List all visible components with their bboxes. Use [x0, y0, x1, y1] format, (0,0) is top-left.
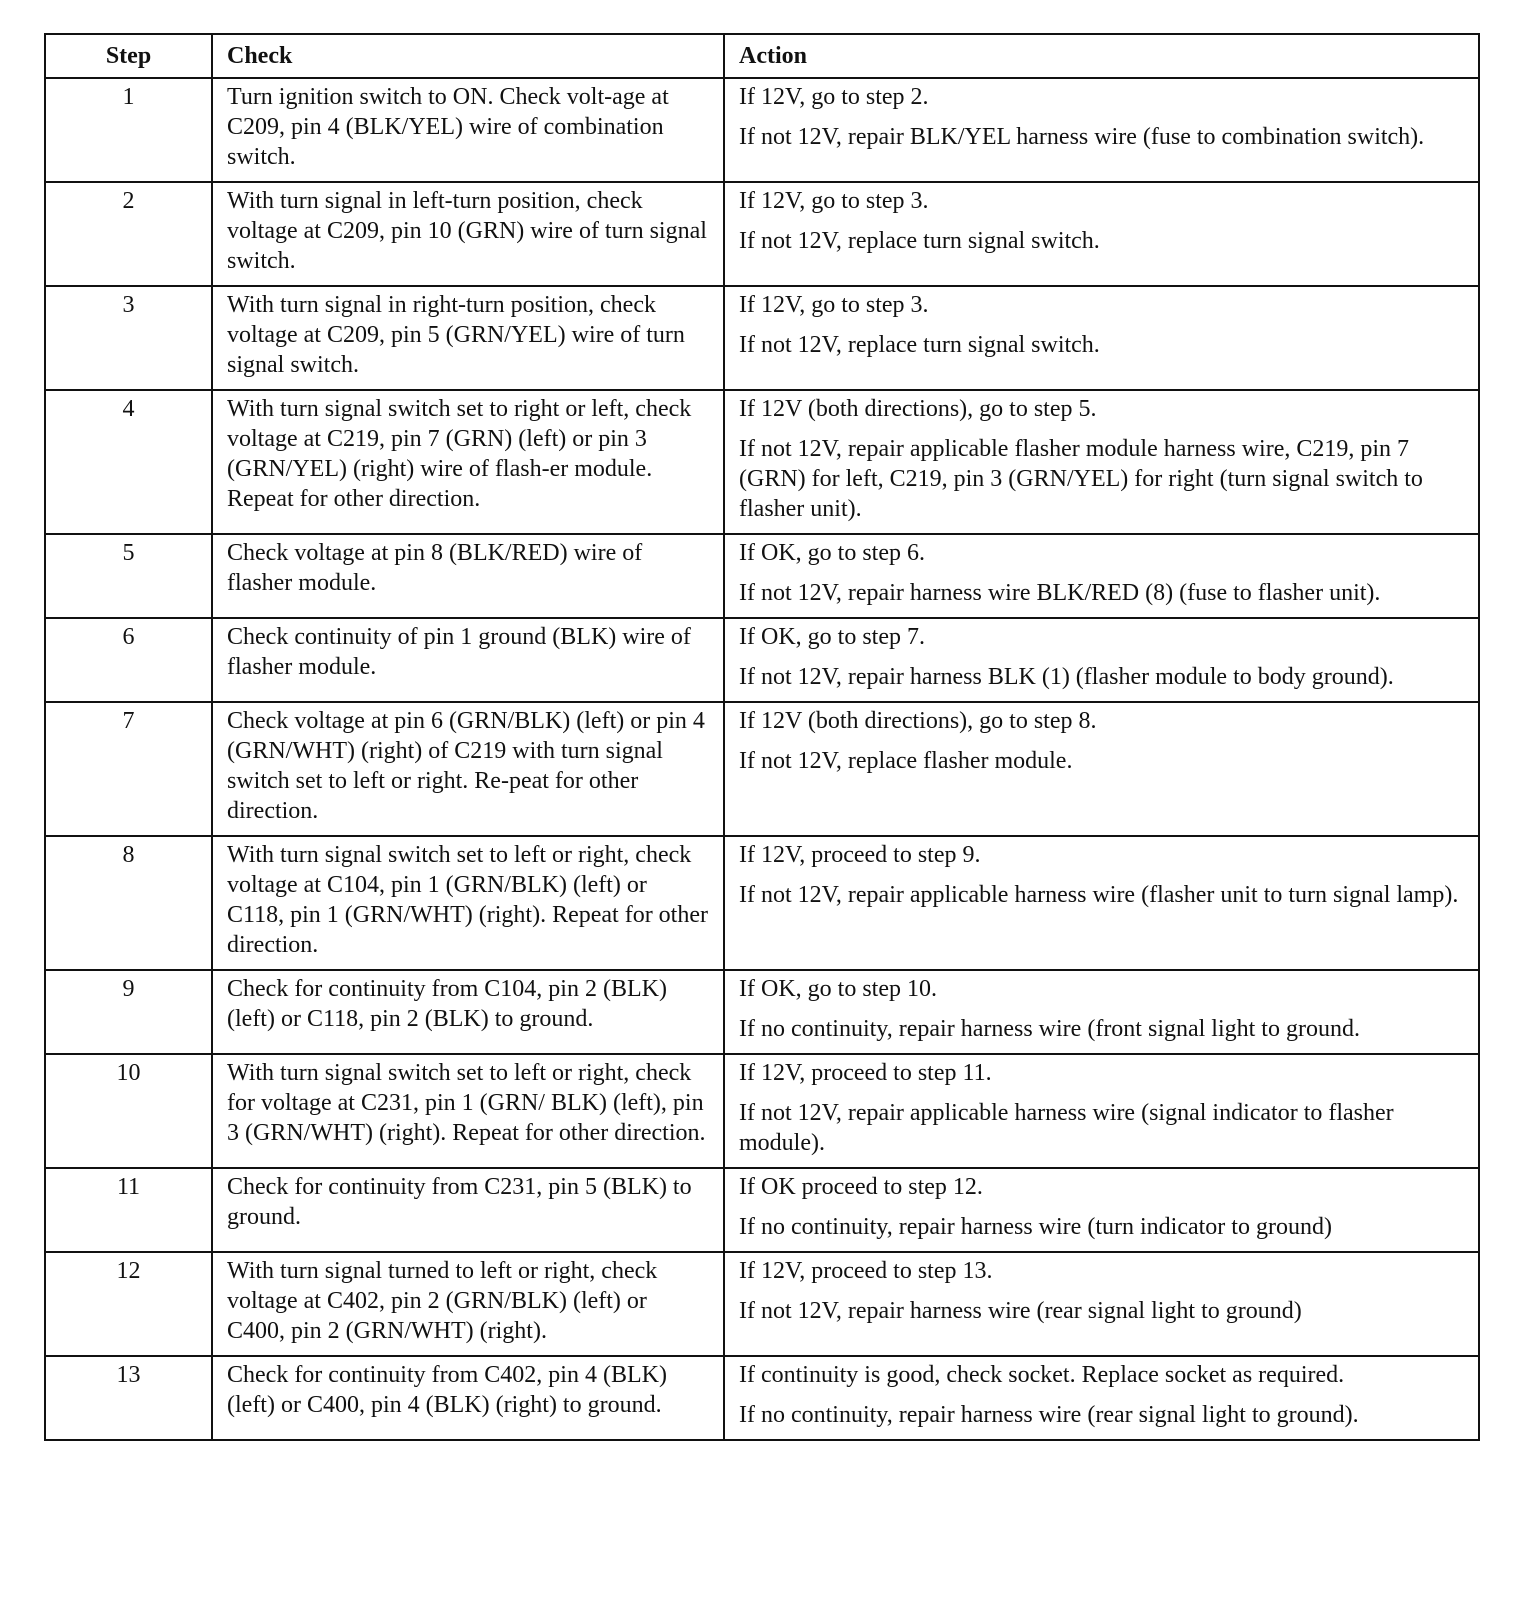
table-header	[45, 34, 1479, 78]
check-instruction: With turn signal switch set to right or left, check voltage at C219, pin 7 (GRN) (left) or pin 3 (GRN/YEL) (right) wire of flash-er module. Repeat for other direction.	[212, 390, 724, 534]
action-cell	[724, 182, 1479, 286]
check-instruction: Check for continuity from C104, pin 2 (BLK) (left) or C118, pin 2 (BLK) to ground.	[212, 970, 724, 1054]
action-cell	[724, 78, 1479, 182]
step-number: 7	[45, 702, 212, 836]
action-cell	[724, 1252, 1479, 1356]
action-cell	[724, 390, 1479, 534]
check-instruction: Check voltage at pin 8 (BLK/RED) wire of flasher module.	[212, 534, 724, 618]
check-instruction: With turn signal switch set to left or right, check voltage at C104, pin 1 (GRN/BLK) (left) or C118, pin 1 (GRN/WHT) (right). Repeat for other direction.	[212, 836, 724, 970]
step-number: 3	[45, 286, 212, 390]
table-row	[45, 1054, 1479, 1168]
check-instruction: Check voltage at pin 6 (GRN/BLK) (left) or pin 4 (GRN/WHT) (right) of C219 with turn signal switch set to left or right. Re-peat for other direction.	[212, 702, 724, 836]
check-instruction: With turn signal in right-turn position, check voltage at C209, pin 5 (GRN/YEL) wire of turn signal switch.	[212, 286, 724, 390]
step-number: 1	[45, 78, 212, 182]
action-instruction: If continuity is good, check socket. Replace socket as required.	[739, 1362, 1345, 1388]
step-number: 6	[45, 618, 212, 702]
action-instruction: If no continuity, repair harness wire (turn indicator to ground)	[739, 1214, 1332, 1240]
action-instruction: If 12V, proceed to step 9.	[739, 842, 981, 868]
step-number: 11	[45, 1168, 212, 1252]
table-row	[45, 1356, 1479, 1440]
step-number: 2	[45, 182, 212, 286]
action-instruction: If 12V, go to step 3.	[739, 292, 929, 318]
check-instruction: Check for continuity from C231, pin 5 (BLK) to ground.	[212, 1168, 724, 1252]
action-cell	[724, 534, 1479, 618]
action-instruction: If no continuity, repair harness wire (front signal light to ground.	[739, 1016, 1360, 1042]
action-instruction: If not 12V, replace turn signal switch.	[739, 332, 1100, 358]
action-instruction: If 12V, go to step 3.	[739, 188, 929, 214]
action-cell	[724, 1168, 1479, 1252]
action-instruction: If not 12V, repair applicable harness wire (signal indicator to flasher module).	[739, 1100, 1394, 1156]
action-instruction: If not 12V, repair harness wire BLK/RED (8) (fuse to flasher unit).	[739, 580, 1381, 606]
table-row	[45, 970, 1479, 1054]
action-instruction: If no continuity, repair harness wire (rear signal light to ground).	[739, 1402, 1359, 1428]
action-cell	[724, 618, 1479, 702]
table-body	[45, 78, 1479, 1440]
action-instruction: If OK, go to step 10.	[739, 976, 937, 1002]
action-instruction: If not 12V, repair harness wire (rear signal light to ground)	[739, 1298, 1302, 1324]
action-instruction: If OK, go to step 7.	[739, 624, 925, 650]
table-row	[45, 836, 1479, 970]
table-row	[45, 286, 1479, 390]
action-instruction: If not 12V, replace flasher module.	[739, 748, 1073, 774]
step-column-header: Step	[45, 34, 212, 78]
table-row	[45, 1168, 1479, 1252]
header-row	[45, 34, 1479, 78]
step-number: 4	[45, 390, 212, 534]
action-cell	[724, 1054, 1479, 1168]
action-cell	[724, 836, 1479, 970]
action-instruction: If not 12V, repair applicable flasher module harness wire, C219, pin 7 (GRN) for left, C219, pin 3 (GRN/YEL) for right (turn signal switch to flasher unit).	[739, 436, 1423, 522]
action-instruction: If 12V, proceed to step 11.	[739, 1060, 992, 1086]
troubleshooting-table-container	[44, 33, 1480, 1441]
action-instruction: If not 12V, repair BLK/YEL harness wire (fuse to combination switch).	[739, 124, 1425, 150]
step-number: 10	[45, 1054, 212, 1168]
action-instruction: If 12V (both directions), go to step 8.	[739, 708, 1097, 734]
table-row	[45, 534, 1479, 618]
step-number: 8	[45, 836, 212, 970]
action-column-header: Action	[724, 34, 1479, 78]
table-row	[45, 78, 1479, 182]
table-row	[45, 182, 1479, 286]
step-number: 5	[45, 534, 212, 618]
table-row	[45, 390, 1479, 534]
check-instruction: Turn ignition switch to ON. Check volt-age at C209, pin 4 (BLK/YEL) wire of combination switch.	[212, 78, 724, 182]
check-instruction: Check for continuity from C402, pin 4 (BLK) (left) or C400, pin 4 (BLK) (right) to ground.	[212, 1356, 724, 1440]
action-cell	[724, 970, 1479, 1054]
action-instruction: If OK, go to step 6.	[739, 540, 925, 566]
action-instruction: If 12V (both directions), go to step 5.	[739, 396, 1097, 422]
action-cell	[724, 286, 1479, 390]
action-cell	[724, 702, 1479, 836]
action-instruction: If 12V, proceed to step 13.	[739, 1258, 993, 1284]
action-instruction: If 12V, go to step 2.	[739, 84, 929, 110]
action-instruction: If not 12V, repair harness BLK (1) (flasher module to body ground).	[739, 664, 1394, 690]
step-number: 9	[45, 970, 212, 1054]
action-instruction: If not 12V, replace turn signal switch.	[739, 228, 1100, 254]
table-row	[45, 702, 1479, 836]
table-row	[45, 1252, 1479, 1356]
step-number: 12	[45, 1252, 212, 1356]
action-instruction: If not 12V, repair applicable harness wire (flasher unit to turn signal lamp).	[739, 882, 1459, 908]
step-number: 13	[45, 1356, 212, 1440]
check-instruction: With turn signal turned to left or right, check voltage at C402, pin 2 (GRN/BLK) (left) or C400, pin 2 (GRN/WHT) (right).	[212, 1252, 724, 1356]
table-row	[45, 618, 1479, 702]
check-instruction: With turn signal in left-turn position, check voltage at C209, pin 10 (GRN) wire of turn signal switch.	[212, 182, 724, 286]
check-instruction: With turn signal switch set to left or right, check for voltage at C231, pin 1 (GRN/ BLK) (left), pin 3 (GRN/WHT) (right). Repeat for other direction.	[212, 1054, 724, 1168]
check-column-header: Check	[212, 34, 724, 78]
check-instruction: Check continuity of pin 1 ground (BLK) wire of flasher module.	[212, 618, 724, 702]
action-instruction: If OK proceed to step 12.	[739, 1174, 983, 1200]
troubleshooting-table	[44, 33, 1480, 1441]
action-cell	[724, 1356, 1479, 1440]
